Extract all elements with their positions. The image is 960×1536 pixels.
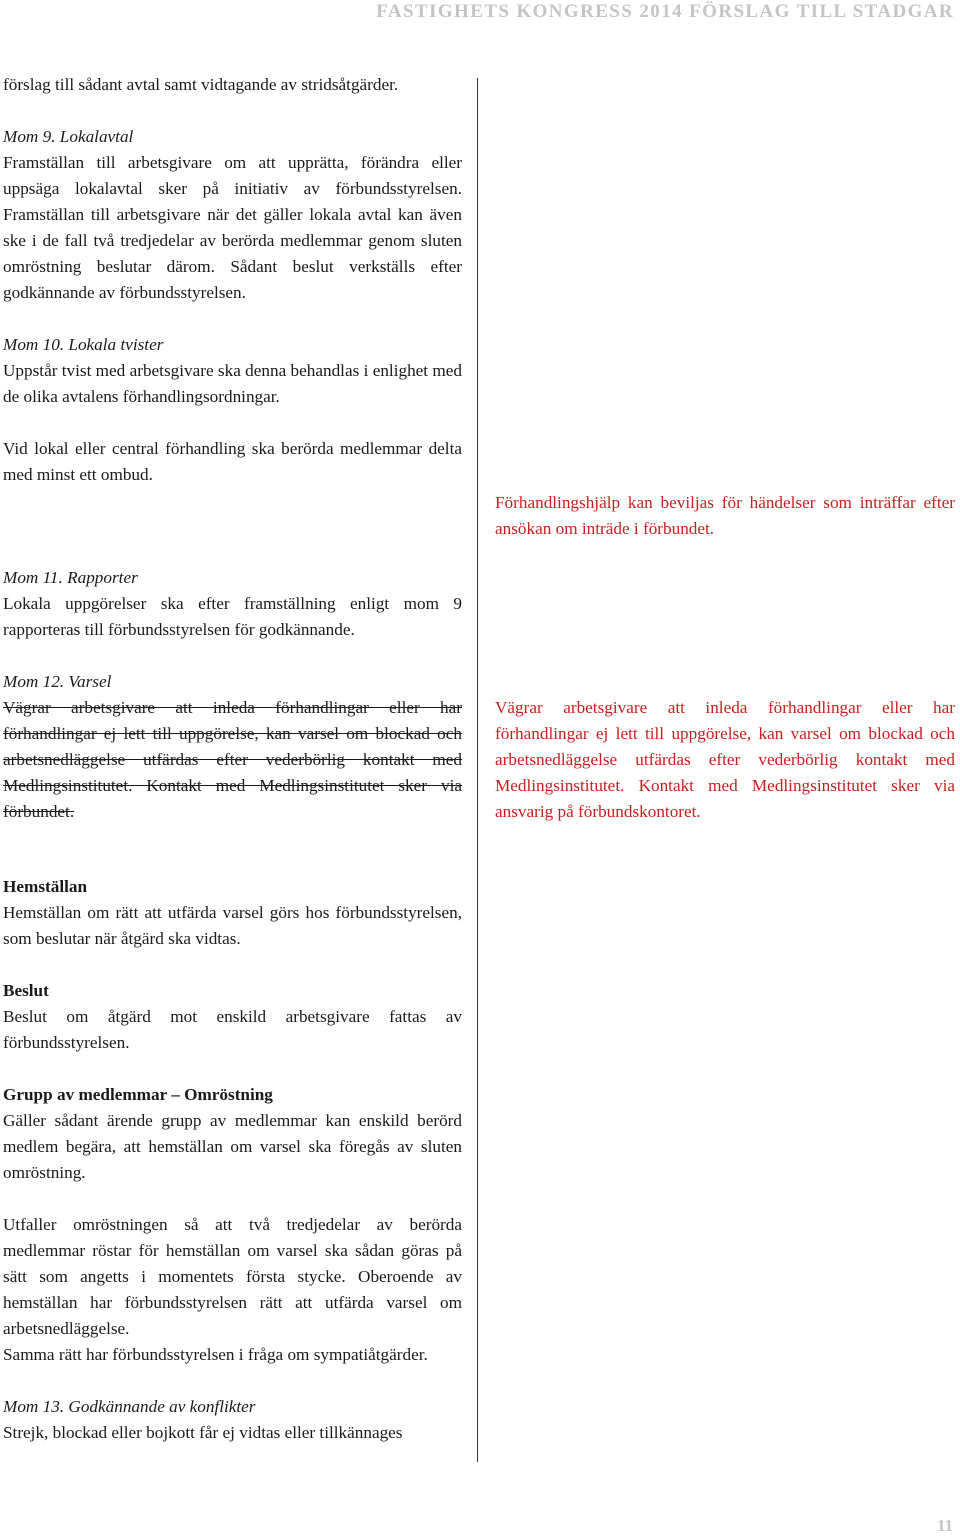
grupp-heading: Grupp av medlemmar – Omröstning <box>3 1085 273 1104</box>
left-column-middle <box>3 565 462 825</box>
mom10-paragraph-1: Uppstår tvist med arbetsgivare ska denna behandlas i enlighet med de olika avtalens förhandlingsordningar. <box>3 361 462 406</box>
mom9-title: Mom 9. Lokalavtal <box>3 127 134 146</box>
mom13-paragraph: Strejk, blockad eller bojkott får ej vidtas eller tillkännages <box>3 1423 403 1442</box>
mom12-struck-paragraph: Vägrar arbetsgivare att inleda förhandlingar eller har förhandlingar ej lett till uppgörelse, kan varsel om blockad och arbetsnedläggelse utfärdas efter vederbörlig kontakt med Medlingsinstitutet. Kontakt med Medlingsinstitutet sker via förbundet. <box>3 698 462 821</box>
document-header: FASTIGHETS KONGRESS 2014 FÖRSLAG TILL STADGAR <box>376 1 954 22</box>
hemstallan-heading: Hemställan <box>3 877 88 896</box>
proposal-note-2 <box>495 695 955 825</box>
column-divider <box>477 78 478 1462</box>
hemstallan-paragraph: Hemställan om rätt att utfärda varsel görs hos förbundsstyrelsen, som beslutar när åtgärd ska vidtas. <box>3 903 462 948</box>
utfaller-paragraph-2: Samma rätt har förbundsstyrelsen i fråga om sympatiåtgärder. <box>3 1345 428 1364</box>
grupp-paragraph: Gäller sådant ärende grupp av medlemmar kan enskild berörd medlem begära, att hemställan om varsel ska föregås av sluten omröstning. <box>3 1111 462 1182</box>
mom11-title: Mom 11. Rapporter <box>3 568 138 587</box>
proposal-note-1 <box>495 490 955 542</box>
proposal-note-1-text: Förhandlingshjälp kan beviljas för händelser som inträffar efter ansökan om inträde i förbundet. <box>495 493 955 538</box>
left-column-top <box>3 72 462 488</box>
mom10-paragraph-2: Vid lokal eller central förhandling ska berörda medlemmar delta med minst ett ombud. <box>3 439 462 484</box>
mom10-title: Mom 10. Lokala tvister <box>3 335 164 354</box>
mom12-title: Mom 12. Varsel <box>3 672 112 691</box>
intro-paragraph: förslag till sådant avtal samt vidtagande av stridsåtgärder. <box>3 75 399 94</box>
mom13-title: Mom 13. Godkännande av konflikter <box>3 1397 256 1416</box>
mom11-paragraph: Lokala uppgörelser ska efter framställning enligt mom 9 rapporteras till förbundsstyrelsen för godkännande. <box>3 594 462 639</box>
utfaller-paragraph-1: Utfaller omröstningen så att två tredjedelar av berörda medlemmar röstar för hemställan om varsel ska sådan göras på sätt som angetts i momentets första stycke. Oberoende av hemställan har förbundsstyrelsen rätt att utfärda varsel om arbetsnedläggelse. <box>3 1215 462 1338</box>
left-column-bottom <box>3 874 462 1446</box>
beslut-paragraph: Beslut om åtgärd mot enskild arbetsgivare fattas av förbundsstyrelsen. <box>3 1007 462 1052</box>
page-number: 11 <box>936 1516 953 1535</box>
proposal-note-2-text: Vägrar arbetsgivare att inleda förhandlingar eller har förhandlingar ej lett till uppgörelse, kan varsel om blockad och arbetsnedläggelse utfärdas efter vederbörlig kontakt med Medlingsinstitutet. Kontakt med Medlingsinstitutet sker via ansvarig på förbundskontoret. <box>495 698 955 821</box>
beslut-heading: Beslut <box>3 981 49 1000</box>
mom9-paragraph: Framställan till arbetsgivare om att upprätta, förändra eller uppsäga lokalavtal sker på initiativ av förbundsstyrelsen. Framställan till arbetsgivare när det gäller lokala avtal kan även ske i de fall två tredjedelar av berörda medlemmar genom sluten omröstning beslutar därom. Sådant beslut verkställs efter godkännande av förbundsstyrelsen. <box>3 153 462 302</box>
